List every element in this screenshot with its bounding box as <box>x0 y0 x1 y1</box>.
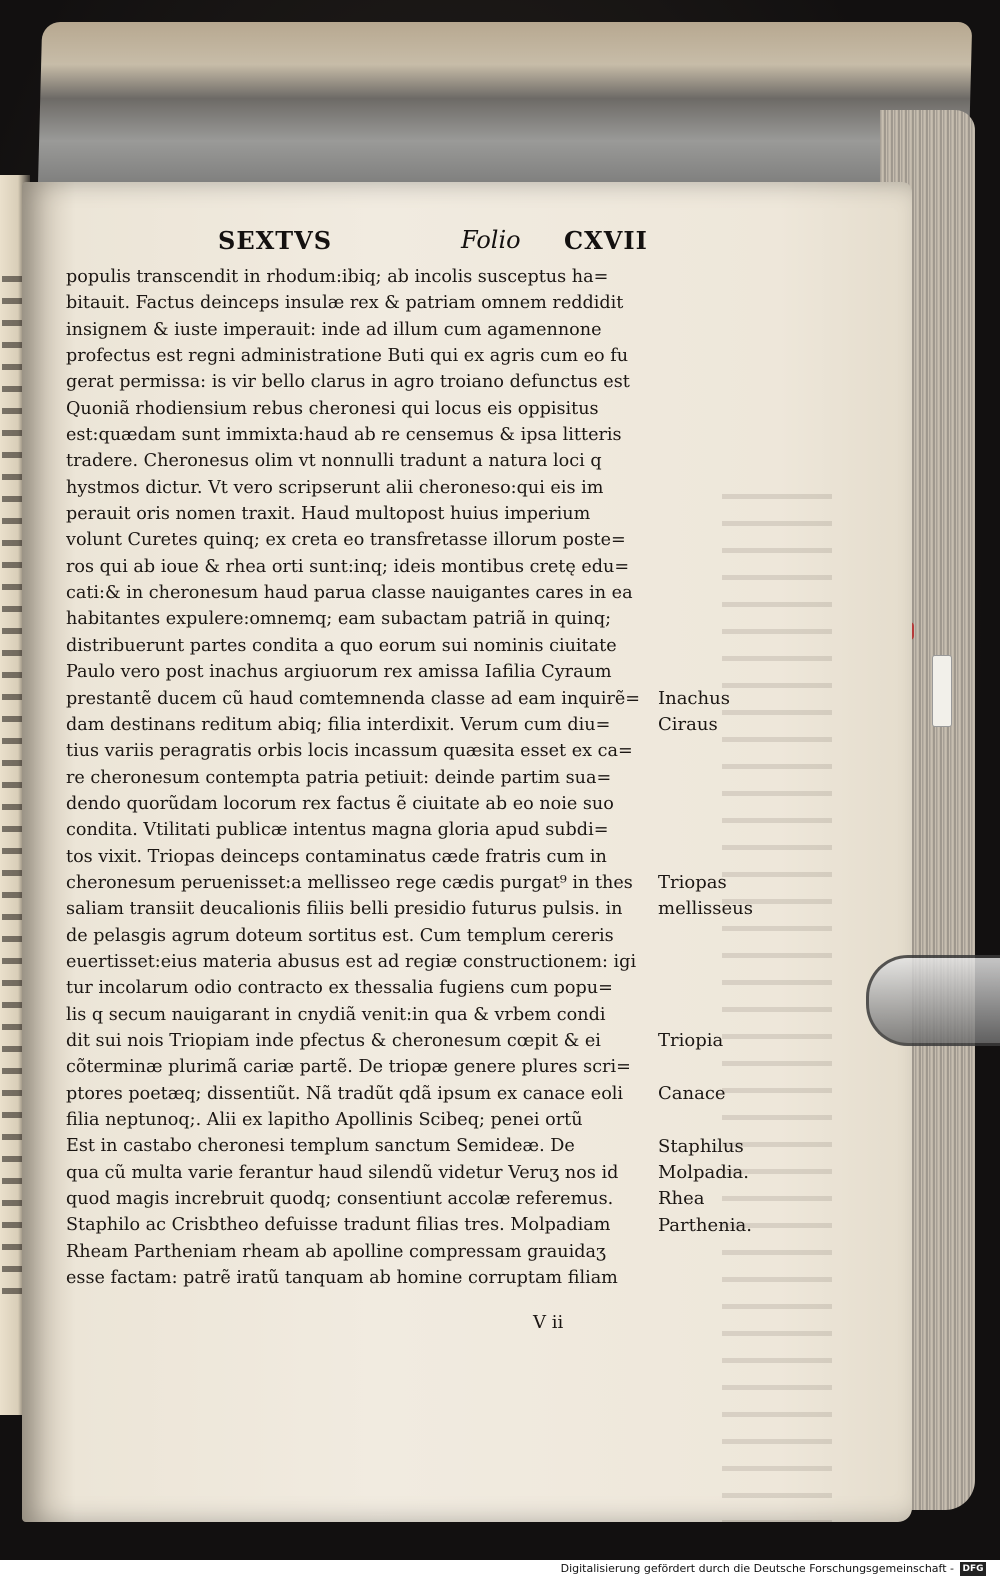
text-line: ptores poetæq; dissentiũt. Nã tradũt qdã ipsum ex canace eoli <box>66 1083 624 1104</box>
text-line: perauit oris nomen traxit. Haud multopost huius imperium <box>66 504 591 525</box>
text-line: Est in castabo cheronesi templum sanctum Semideæ. De <box>66 1136 575 1157</box>
text-line: populis transcendit in rhodum:ibiq; ab incolis susceptus ha= <box>66 267 609 287</box>
text-line: saliam transiit deucalionis filiis belli presidio futurus pulsis. in <box>66 899 623 920</box>
show-through-text <box>722 472 832 1522</box>
marginal-note: Staphilus <box>658 1135 744 1157</box>
text-line: insignem & iuste imperauit: inde ad illum cum agamennone <box>66 319 602 340</box>
marginal-note: Inachus <box>658 687 730 709</box>
text-line: gerat permissa: is vir bello clarus in agro troiano defunctus est <box>66 372 630 393</box>
marginal-note: Ciraus <box>658 713 718 735</box>
marginal-note: Molpadia. <box>658 1161 750 1183</box>
marginal-note: Triopas <box>658 872 727 894</box>
dfg-logo: DFG <box>960 1562 986 1576</box>
text-line: hystmos dictur. Vt vero scripserunt alii cheroneso:qui eis im <box>66 477 604 498</box>
text-line: dit sui nois Triopiam inde pfectus & cheronesum cœpit & ei <box>66 1030 601 1051</box>
text-line: cõterminæ plurimã cariæ partẽ. De triopæ genere plures scri= <box>66 1057 631 1078</box>
footer-credit: Digitalisierung gefördert durch die Deutsche Forschungsgemeinschaft - <box>560 1562 954 1575</box>
paper-tab-marker <box>932 655 952 727</box>
text-line: esse factam: patrẽ iratũ tanquam ab homine corruptam filiam <box>66 1268 618 1289</box>
main-text-block <box>66 264 650 1291</box>
text-line: cheronesum peruenisset:a mellisseo rege cædis purgat⁹ in thes <box>66 872 633 893</box>
text-line: condita. Vtilitati publicæ intentus magna gloria apud subdi= <box>66 820 609 841</box>
text-line: dam destinans reditum abiq; filia interdixit. Verum cum diu= <box>66 714 611 735</box>
page-clip-holder <box>866 955 1000 1046</box>
text-line: lis q secum nauigarant in cnydiã venit:in qua & vrbem condi <box>66 1004 606 1025</box>
text-line: dendo quorũdam locorum rex factus ẽ ciuitate ab eo noie suo <box>66 793 614 814</box>
text-line: re cheronesum contempta patria petiuit: deinde partim sua= <box>66 767 612 788</box>
text-line: tius variis peragratis orbis locis incassum quæsita esset ex ca= <box>66 741 633 762</box>
header-folio-number: CXVII <box>564 226 648 255</box>
text-line: filia neptunoq;. Alii ex lapitho Apollinis Scibeq; penei ortũ <box>66 1110 583 1130</box>
text-line: Rheam Partheniam rheam ab apolline compressam grauidaʒ <box>66 1241 606 1262</box>
text-line: Staphilo ac Crisbtheo defuisse tradunt filias tres. Molpadiam <box>66 1215 611 1236</box>
signature-mark: V ii <box>533 1312 564 1333</box>
marginal-note: Rhea <box>658 1188 705 1210</box>
text-line: ros qui ab ioue & rhea orti sunt:inq; ideis montibus cretę edu= <box>66 556 630 577</box>
text-line: quod magis increbruit quodq; consentiunt accolæ referemus. <box>66 1189 614 1210</box>
text-line: distribuerunt partes condita a quo eorum sui nominis ciuitate <box>66 635 617 656</box>
text-line: tradere. Cheronesus olim vt nonnulli tradunt a natura loci q <box>66 451 602 472</box>
text-line: volunt Curetes quinq; ex creta eo transfretasse illorum poste= <box>66 530 626 551</box>
text-line: tur incolarum odio contracto ex thessalia fugiens cum popu= <box>66 978 613 999</box>
text-line: bitauit. Factus deinceps insulæ rex & patriam omnem reddidit <box>66 293 624 314</box>
running-header <box>218 226 658 256</box>
text-line: euertisset:eius materia abusus est ad regiæ constructionem: igi <box>66 951 637 972</box>
marginal-note: Canace <box>658 1082 726 1104</box>
text-line: Quoniã rhodiensium rebus cheronesi qui locus eis oppisitus <box>66 398 599 419</box>
text-line: tos vixit. Triopas deinceps contaminatus cæde fratris cum in <box>66 846 607 867</box>
header-folio-label: Folio <box>461 226 521 254</box>
text-line: habitantes expulere:omnemq; eam subactam patriã in quinq; <box>66 609 612 630</box>
text-line: profectus est regni administratione Buti qui ex agris cum eo fu <box>66 346 629 367</box>
page-block-top-edge <box>38 22 972 192</box>
header-book-title: SEXTVS <box>218 226 333 255</box>
marginal-note: mellisseus <box>658 898 753 920</box>
text-line: prestantẽ ducem cũ haud comtemnenda classe ad eam inquirẽ= <box>66 688 641 709</box>
text-line: Paulo vero post inachus argiuorum rex amissa Iafilia Cyraum <box>66 662 612 683</box>
text-line: cati:& in cheronesum haud parua classe nauigantes cares in ea <box>66 583 633 604</box>
text-line: est:quædam sunt immixta:haud ab re censemus & ipsa litteris <box>66 425 622 446</box>
text-line: de pelasgis agrum doteum sortitus est. Cum templum cereris <box>66 925 614 946</box>
marginal-note: Triopia <box>658 1030 724 1052</box>
text-line: qua cũ multa varie ferantur haud silendũ videtur Veruʒ nos id <box>66 1162 619 1183</box>
marginal-note: Parthenia. <box>658 1214 752 1236</box>
